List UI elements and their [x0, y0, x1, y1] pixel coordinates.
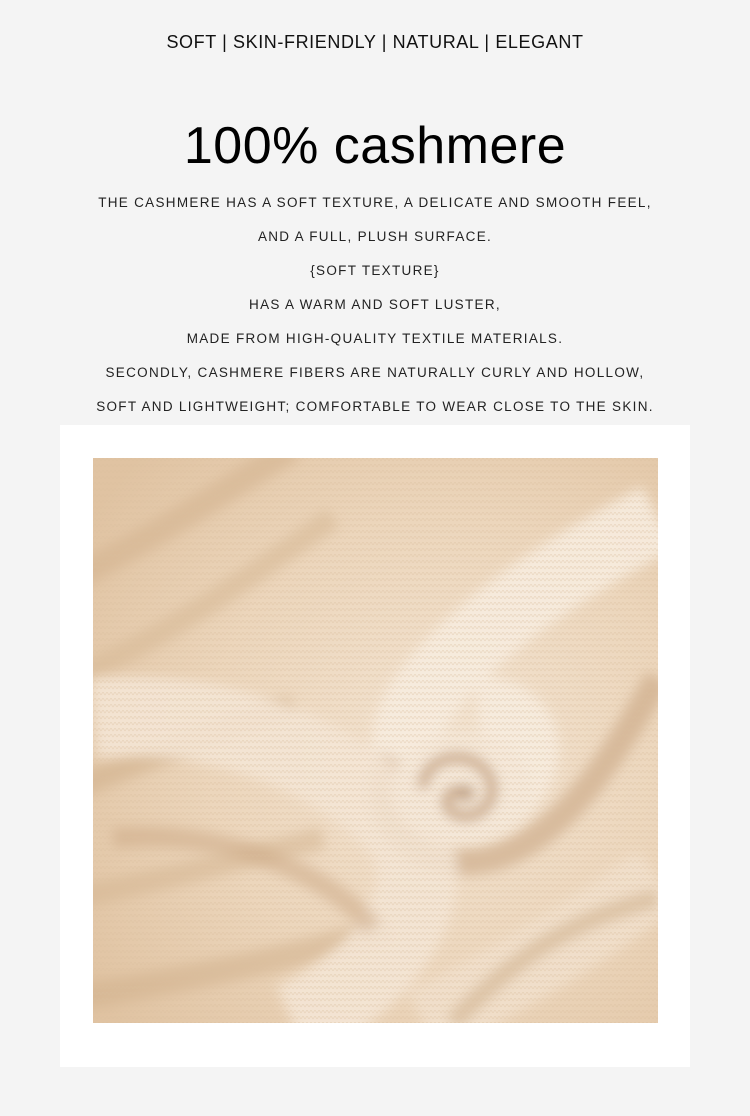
description-list — [0, 188, 750, 426]
description-line: SECONDLY, CASHMERE FIBERS ARE NATURALLY CURLY AND HOLLOW, — [105, 365, 645, 380]
description-line: SOFT AND LIGHTWEIGHT; COMFORTABLE TO WEAR CLOSE TO THE SKIN. — [96, 399, 654, 414]
description-line: HAS A WARM AND SOFT LUSTER, — [249, 297, 501, 312]
tagline: SOFT | SKIN-FRIENDLY | NATURAL | ELEGANT — [166, 32, 584, 52]
cashmere-fabric-photo — [93, 458, 658, 1023]
image-frame — [60, 425, 690, 1067]
description-line: THE CASHMERE HAS A SOFT TEXTURE, A DELICATE AND SMOOTH FEEL, — [98, 195, 652, 210]
headline: 100% cashmere — [183, 117, 567, 175]
cashmere-swirl-illustration — [93, 458, 658, 1023]
description-line: {SOFT TEXTURE} — [310, 263, 440, 278]
description-line: AND A FULL, PLUSH SURFACE. — [257, 229, 493, 244]
description-line: MADE FROM HIGH-QUALITY TEXTILE MATERIALS. — [186, 331, 564, 346]
